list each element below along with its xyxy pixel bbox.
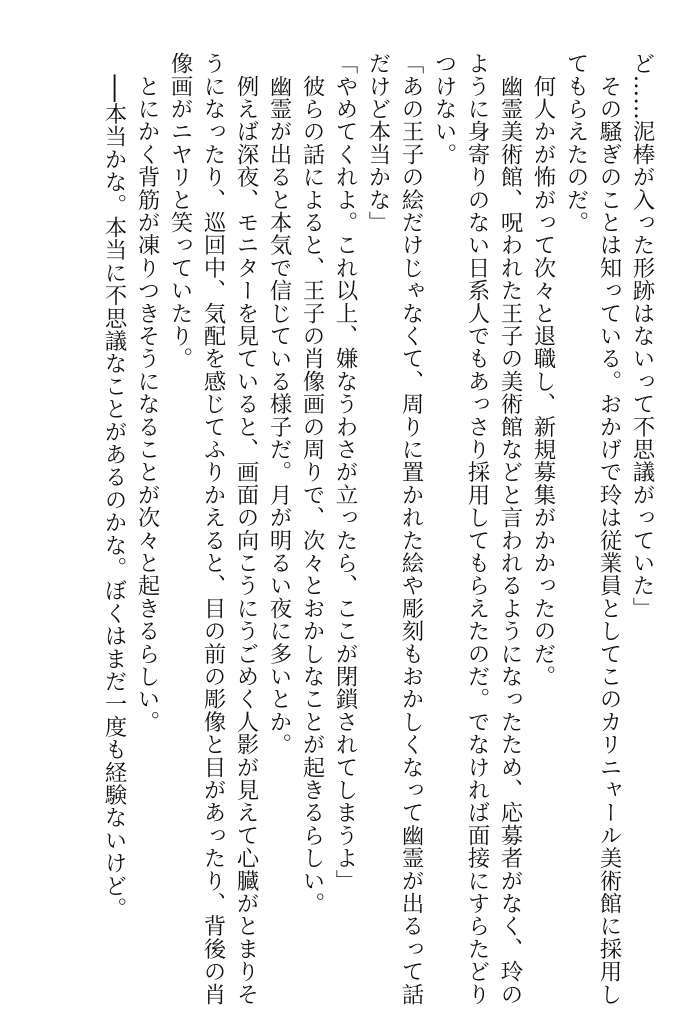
text-line: つけない。 — [431, 52, 457, 166]
text-line: うになったり、巡回中、気配を感じてふりかえると、目の前の彫像と目があったり、背後の肖 — [200, 52, 226, 1006]
vertical-text-body — [97, 52, 658, 1006]
text-line: だけど本当かな」 — [365, 52, 391, 234]
text-line: ──本当かな。本当に不思議なことがあるのかな。ぼくはまだ一度も経験ないけど。 — [101, 52, 127, 920]
text-line: てもらえたのだ。 — [563, 52, 589, 234]
text-line: 何人かが怖がって次々と退職し、新規募集がかかったのだ。 — [530, 52, 556, 688]
text-line: 幽霊美術館、呪われた王子の美術館などと言われるようになったため、応募者がなく、玲の — [497, 52, 523, 1006]
text-line: 「やめてくれよ。これ以上、嫌なうわさが立ったら、ここが閉鎖されてしまうよ」 — [332, 52, 358, 892]
text-line: とにかく背筋が凍りつきそうになることが次々と起きるらしい。 — [134, 52, 160, 733]
text-line: 彼らの話によると、王子の肖像画の周りで、次々とおかしなことが起きるらしい。 — [299, 52, 325, 915]
text-line: 像画がニヤリと笑っていたり。 — [167, 52, 193, 370]
text-line: 幽霊が出ると本気で信じている様子だ。月が明るい夜に多いとか。 — [266, 52, 292, 756]
text-line: ど……泥棒が入った形跡はないって不思議がっていた」 — [629, 52, 655, 620]
text-line: 例えば深夜、モニターを見ていると、画面の向こうにうごめく人影が見えて心臓がとまりそ — [233, 52, 259, 1006]
text-line: 「あの王子の絵だけじゃなくて、周りに置かれた絵や彫刻もおかしくなって幽霊が出るって話 — [398, 52, 424, 1006]
text-line: その騒ぎのことは知っている。おかげで玲は従業員としてこのカリニャール美術館に採用し — [596, 52, 622, 1006]
text-line: ように身寄りのない日系人でもあっさり採用してもらえたのだ。でなければ面接にすらたどり — [464, 52, 490, 1006]
